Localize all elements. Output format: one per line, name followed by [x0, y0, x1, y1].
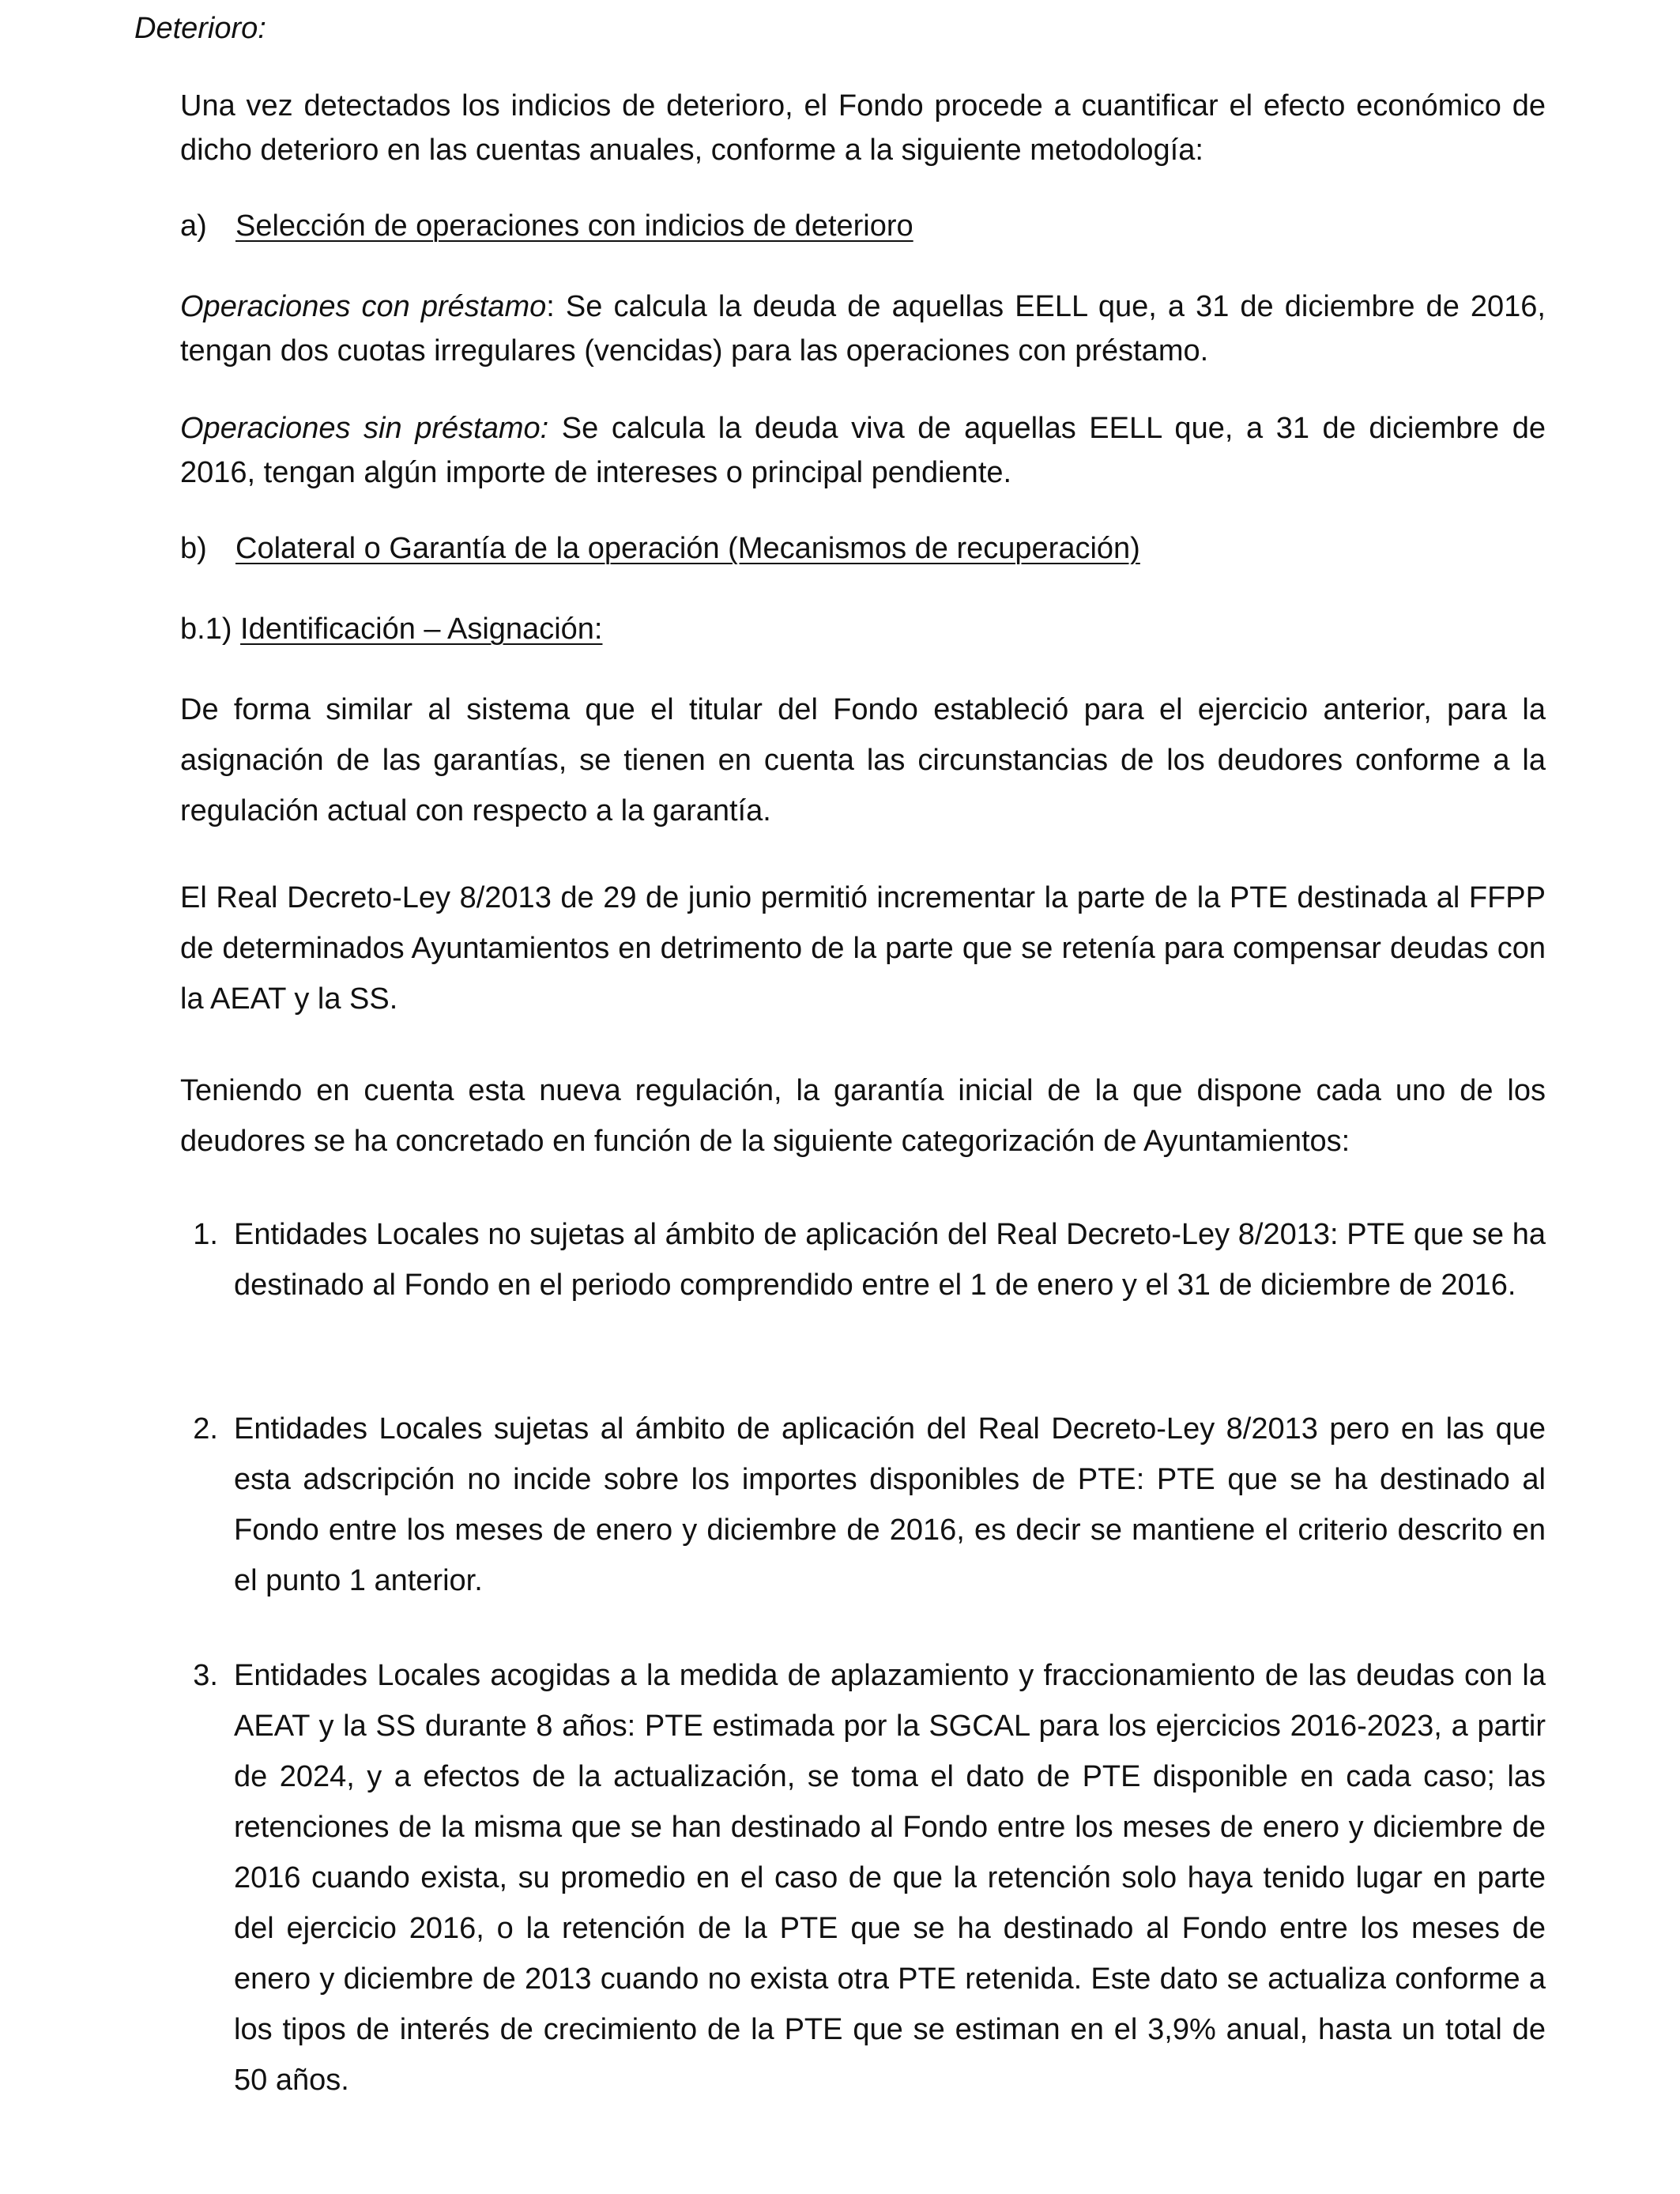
op-con-text: : Se calcula la deuda de aquellas EELL que, a 31 de diciembre de 2016, tengan dos cuotas irregulares (vencidas) para las operaciones con préstamo. [180, 290, 1546, 368]
section-b1-title: Identificación – Asignación: [240, 613, 603, 646]
paragraph-garantias: De forma similar al sistema que el titular del Fondo estableció para el ejercicio anterior, para la asignación de las garantías, se tienen en cuenta las circunstancias de los deudores conforme a la regulación actual con respecto a la garantía. [180, 693, 1546, 827]
list-item-number: 1. [193, 1218, 218, 1251]
op-con-label: Operaciones con préstamo [180, 290, 547, 323]
paragraph-real-decreto: El Real Decreto-Ley 8/2013 de 29 de junio permitió incrementar la parte de la PTE destinada al FFPP de determinados Ayuntamientos en detrimento de la parte que se retenía para compensar deudas con la AEAT y la SS. [180, 881, 1546, 1016]
section-a-title: Selección de operaciones con indicios de deterioro [235, 209, 913, 243]
section-a [180, 204, 1546, 248]
op-sin-label: Operaciones sin préstamo: [180, 412, 549, 445]
list-item-number: 3. [193, 1659, 218, 1692]
section-heading: Deterioro: [134, 12, 266, 45]
list-item-number: 2. [193, 1412, 218, 1446]
list-item-text: Entidades Locales no sujetas al ámbito de aplicación del Real Decreto-Ley 8/2013: PTE que se ha destinado al Fondo en el periodo comprendido entre el 1 de enero y el 31 de diciembre de 2016. [234, 1218, 1546, 1302]
section-a-label: a) [180, 209, 207, 243]
list-item [193, 1650, 1546, 2105]
op-sin-text: Se calcula la deuda viva de aquellas EELL que, a 31 de diciembre de 2016, tengan algún importe de intereses o principal pendiente. [180, 412, 1546, 489]
intro-paragraph: Una vez detectados los indicios de deterioro, el Fondo procede a cuantificar el efecto económico de dicho deterioro en las cuentas anuales, conforme a la siguiente metodología: [180, 89, 1546, 167]
operaciones-sin-prestamo [180, 406, 1546, 495]
section-b1-label: b.1) [180, 613, 241, 646]
paragraph-nueva-regulacion: Teniendo en cuenta esta nueva regulación, la garantía inicial de la que dispone cada uno de los deudores se ha concretado en función de la siguiente categorización de Ayuntamientos: [180, 1074, 1546, 1158]
section-b-label: b) [180, 532, 207, 565]
section-b [180, 526, 1546, 571]
section-b1 [180, 607, 1546, 651]
list-item-text: Entidades Locales sujetas al ámbito de aplicación del Real Decreto-Ley 8/2013 pero en las que esta adscripción no incide sobre los importes disponibles de PTE: PTE que se ha destinado al Fondo entre los meses de enero y diciembre de 2016, es decir se mantiene el criterio descrito en el punto 1 anterior. [234, 1412, 1546, 1597]
list-item [193, 1404, 1546, 1606]
section-b-title: Colateral o Garantía de la operación (Mecanismos de recuperación) [235, 532, 1140, 565]
operaciones-con-prestamo [180, 285, 1546, 373]
list-item [193, 1209, 1546, 1310]
list-item-text: Entidades Locales acogidas a la medida de aplazamiento y fraccionamiento de las deudas con la AEAT y la SS durante 8 años: PTE estimada por la SGCAL para los ejercicios 2016-2023, a partir de 2024, y a efectos de la actualización, se toma el dato de PTE disponible en cada caso; las retenciones de la misma que se han destinado al Fondo entre los meses de enero y diciembre de 2016 cuando exista, su promedio en el caso de que la retención solo haya tenido lugar en parte del ejercicio 2016, o la retención de la PTE que se ha destinado al Fondo entre los meses de enero y diciembre de 2013 cuando no exista otra PTE retenida. Este dato se actualiza conforme a los tipos de interés de crecimiento de la PTE que se estiman en el 3,9% anual, hasta un total de 50 años. [234, 1659, 1546, 2097]
